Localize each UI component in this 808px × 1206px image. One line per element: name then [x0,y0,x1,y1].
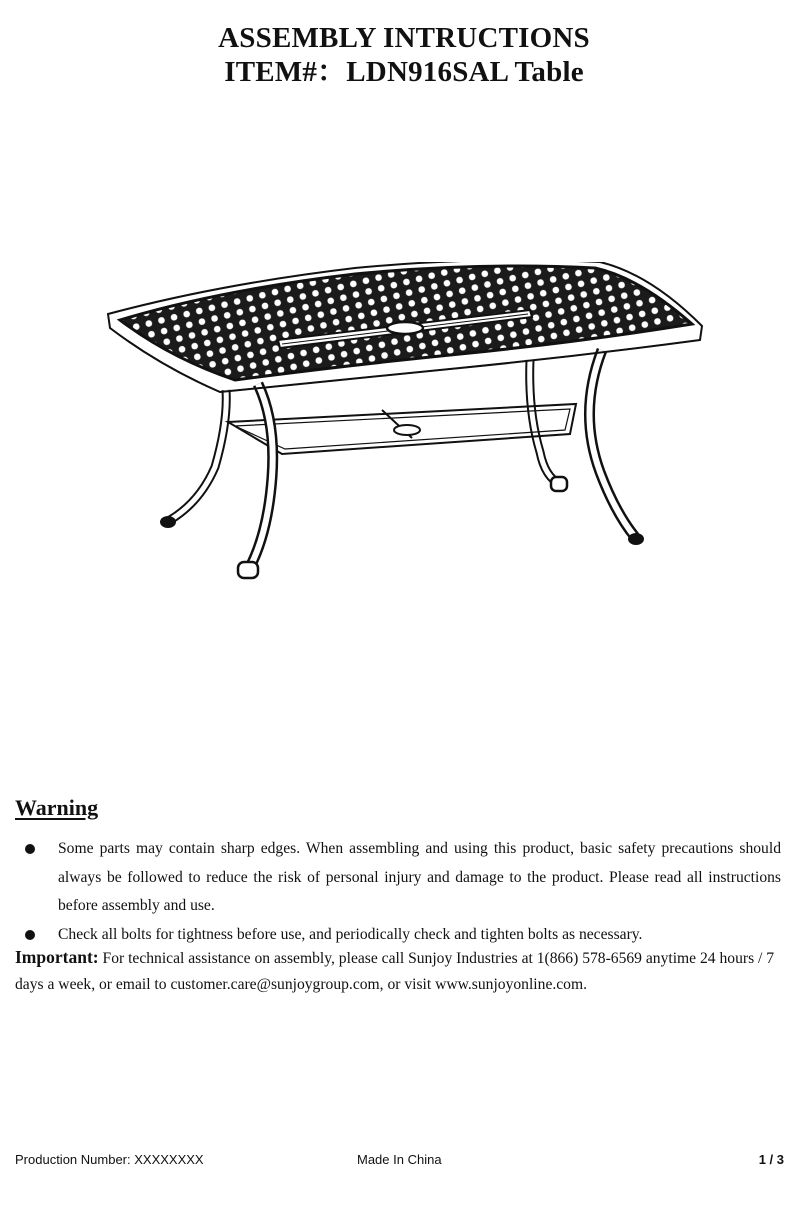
important-note [15,944,785,998]
warning-text: Some parts may contain sharp edges. When assembling and using this product, basic safety precautions should always be followed to reduce the risk of personal injury and damage to the product. Please read all instructions before assembly and use. [58,840,781,914]
important-label: Important: [15,947,99,967]
warning-heading: Warning [15,795,99,820]
warning-text: Check all bolts for tightness before use, and periodically check and tighten bolts as necessary. [58,925,643,943]
item-number: ITEM#：LDN916SAL Table [224,56,584,88]
page-number: 1 / 3 [758,1152,784,1167]
warning-list [15,835,781,949]
table-illustration [100,262,710,592]
important-text: For technical assistance on assembly, please call Sunjoy Industries at 1(866) 578-6569 anytime 24 hours / 7 days a week, or email to customer.care@sunjoygroup.com, or visit www.sunjoyonline.com. [15,950,775,993]
production-number: Production Number: XXXXXXXX [15,1152,204,1167]
bullet-icon [25,844,35,854]
warning-item [15,835,781,921]
patio-table-icon [100,262,710,592]
document-title: ASSEMBLY INTRUCTIONS [218,22,590,54]
origin-label: Made In China [357,1152,442,1167]
bullet-icon [25,930,35,940]
